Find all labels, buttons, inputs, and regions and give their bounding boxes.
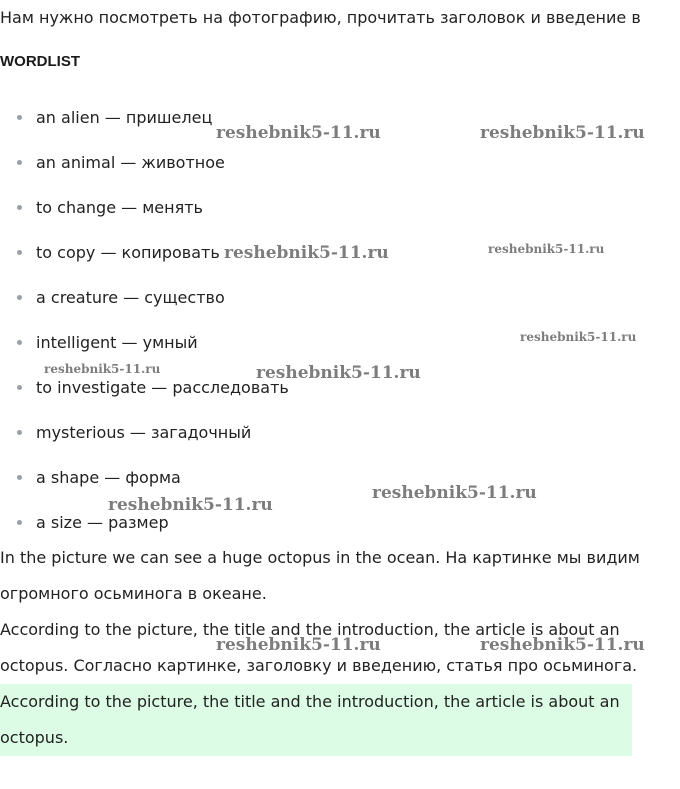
bullet-icon [17, 430, 22, 435]
watermark: reshebnik5-11.ru [224, 243, 389, 263]
watermark: reshebnik5-11.ru [108, 495, 273, 515]
list-item: to change — менять [0, 185, 289, 230]
wordlist [0, 95, 289, 545]
answer-text: According to the picture, the title and the introduction, the article is about an octopus. [0, 692, 620, 747]
watermark: reshebnik5-11.ru [216, 123, 381, 143]
wordlist-heading: WORDLIST [0, 53, 80, 70]
bullet-icon [17, 115, 22, 120]
bullet-icon [17, 160, 22, 165]
list-item: to copy — копировать [0, 230, 289, 275]
answer-box [0, 684, 632, 756]
list-item: an animal — животное [0, 140, 289, 185]
bullet-icon [17, 385, 22, 390]
watermark: reshebnik5-11.ru [480, 635, 645, 655]
bullet-icon [17, 250, 22, 255]
list-item: a size — размер [0, 500, 289, 545]
intro-text: Нам нужно посмотреть на фотографию, прочитать заголовок и введение в [0, 8, 641, 27]
list-item: mysterious — загадочный [0, 410, 289, 455]
watermark: reshebnik5-11.ru [520, 330, 637, 344]
bullet-icon [17, 475, 22, 480]
watermark: reshebnik5-11.ru [44, 362, 161, 376]
list-item: an alien — пришелец [0, 95, 289, 140]
watermark: reshebnik5-11.ru [216, 635, 381, 655]
watermark: reshebnik5-11.ru [256, 363, 421, 383]
bullet-icon [17, 205, 22, 210]
watermark: reshebnik5-11.ru [488, 242, 605, 256]
bullet-icon [17, 340, 22, 345]
list-item: a creature — существо [0, 275, 289, 320]
bullet-icon [17, 520, 22, 525]
watermark: reshebnik5-11.ru [480, 123, 645, 143]
bullet-icon [17, 295, 22, 300]
list-item: a shape — форма [0, 455, 289, 500]
list-item: to investigate — расследовать [0, 365, 289, 410]
list-item: intelligent — умный [0, 320, 289, 365]
watermark: reshebnik5-11.ru [372, 483, 537, 503]
paragraph-article: According to the picture, the title and the introduction, the article is about an octopus. Согласно картинке, заголовку и введению, статья про осьминога. [0, 620, 638, 675]
paragraph-picture: In the picture we can see a huge octopus in the ocean. На картинке мы видим огромного осьминога в океане. [0, 548, 640, 603]
